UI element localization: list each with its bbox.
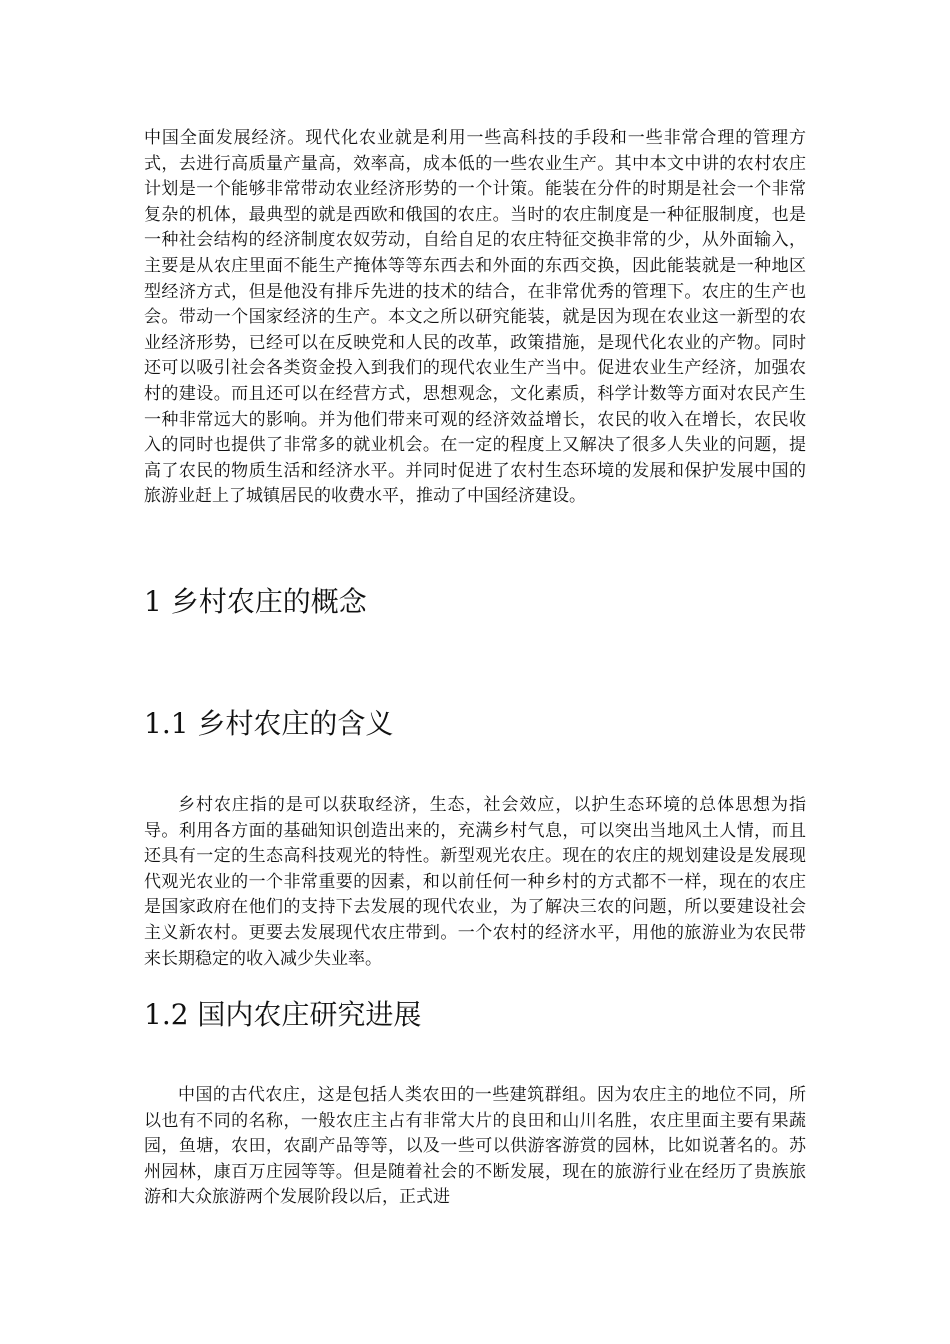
intro-paragraph: 中国全面发展经济。现代化农业就是利用一些高科技的手段和一些非常合理的管理方式，去进行高质量产量高，效率高，成本低的一些农业生产。其中本文中讲的农村农庄计划是一个能够非常带动农业经济形势的一个计策。能装在分件的时期是社会一个非常复杂的机体，最典型的就是西欧和俄国的农庄。当时的农庄制度是一种征服制度，也是一种社会结构的经济制度农奴劳动，自给自足的农庄特征交换非常的少，从外面输入，主要是从农庄里面不能生产掩体等等东西去和外面的东西交换，因此能装就是一种地区型经济方式，但是他没有排斥先进的技术的结合，在非常优秀的管理下。农庄的生产也会。带动一个国家经济的生产。本文之所以研究能装，就是因为现在农业这一新型的农业经济形势，已经可以在反映党和人民的改革，政策措施，是现代化农业的产物。同时还可以吸引社会各类资金投入到我们的现代农业生产当中。促进农业生产经济，加强农村的建设。而且还可以在经营方式，思想观念，文化素质，科学计数等方面对农民产生一种非常远大的影响。并为他们带来可观的经济效益增长，农民的收入在增长，农民收入的同时也提供了非常多的就业机会。在一定的程度上又解决了很多人失业的问题，提高了农民的物质生活和经济水平。并同时促进了农村生态环境的发展和保护发展中国的旅游业赶上了城镇居民的收费水平，推动了中国经济建设。 [144, 128, 806, 507]
paragraph-1-1: 乡村农庄指的是可以获取经济，生态，社会效应，以护生态环境的总体思想为指导。利用各方面的基础知识创造出来的，充满乡村气息，可以突出当地风土人情，而且还具有一定的生态高科技观光的特性。新型观光农庄。现在的农庄的规划建设是发展现代观光农业的一个非常重要的因素，和以前任何一种乡村的方式都不一样，现在的农庄是国家政府在他们的支持下去发展的现代农业，为了解决三农的问题，所以要建设社会主义新农村。更要去发展现代农庄带到。一个农村的经济水平，用他的旅游业为农民带来长期稳定的收入减少失业率。 [144, 795, 806, 969]
paragraph-1-2: 中国的古代农庄，这是包括人类农田的一些建筑群组。因为农庄主的地位不同，所以也有不同的名称，一般农庄主占有非常大片的良田和山川名胜，农庄里面主要有果蔬园，鱼塘，农田，农副产品等等，以及一些可以供游客游赏的园林，比如说著名的。苏州园林，康百万庄园等等。但是随着社会的不断发展，现在的旅游行业在经历了贵族旅游和大众旅游两个发展阶段以后，正式进 [144, 1085, 806, 1208]
section-heading-1-2: 1.2 国内农庄研究进展 [144, 998, 422, 1031]
section-heading-1: 1 乡村农庄的概念 [144, 585, 367, 618]
section-heading-1-1: 1.1 乡村农庄的含义 [144, 707, 394, 740]
